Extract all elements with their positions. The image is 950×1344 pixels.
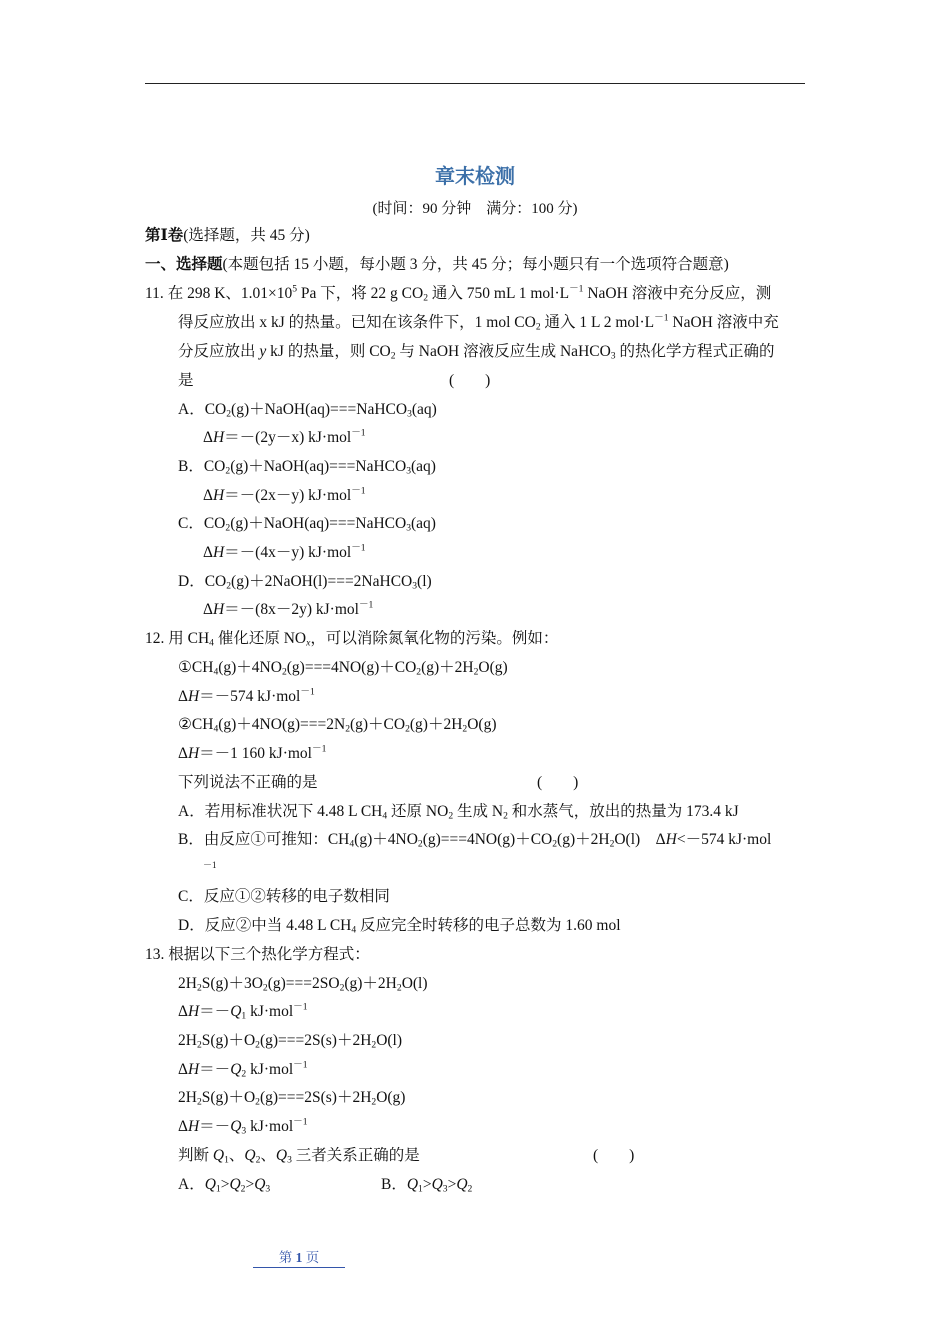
q13-equation-2-dh: $\Delta H=-Q_2$ kJ·mol$^{-1}$ [178, 1059, 308, 1080]
q11-stem-line4: 是 [178, 372, 194, 389]
q12-option-b-exponent: －1 [203, 860, 217, 870]
q12-equation-1-dh: ΔH＝－574 kJ·mol$^{-1}$ [178, 686, 315, 705]
q13-option-a: A．$Q_1>Q_2>Q_3$ [178, 1176, 271, 1195]
q11-option-b-dh: ΔH＝－(2x－y) kJ·mol$^{-1}$ [203, 485, 366, 504]
q11-option-a-dh: ΔH＝－(2y－x) kJ·mol$^{-1}$ [203, 427, 366, 446]
exam-info: (时间：90 分钟 满分：100 分) [372, 201, 578, 217]
q13-option-b: B．$Q_1>Q_3>Q_2$ [381, 1176, 473, 1195]
q13-answer-blank: ( ) [593, 1147, 635, 1164]
q11-stem-line3: 分反应放出 y kJ 的热量，则 $CO_2$ 与 NaOH 溶液反应生成 NaHCO$_3$ 的热化学方程式正确的 [178, 343, 775, 362]
q12-option-d: D．反应②中当 4.48 L $CH_4$ 反应完全时转移的电子总数为 1.60 mol [178, 917, 621, 936]
page-number: 第 1 页 [253, 1246, 345, 1268]
q13-equation-3-dh: $\Delta H=-Q_3$ kJ·mol$^{-1}$ [178, 1116, 308, 1137]
q11-option-d-dh: ΔH＝－(8x－2y) kJ·mol$^{-1}$ [203, 599, 374, 618]
q13-equation-1-dh: $\Delta H=-Q_1$ kJ·mol$^{-1}$ [178, 1001, 308, 1022]
q12-option-a: A．若用标准状况下 4.48 L $CH_4$ 还原 $NO_2$ 生成 $N_2$ 和水蒸气，放出的热量为 173.4 kJ [178, 803, 739, 822]
q12-equation-1: $①CH_4(g)+4NO_2(g)===4NO(g)+CO_2(g)+2H_2O(g)$ [178, 659, 508, 678]
section-heading: 一、选择题(本题包括 15 小题，每小题 3 分，共 45 分；每小题只有一个选项符合题意) [145, 256, 729, 273]
q13-equation-2: $2H_2S(g)+O_2(g)===2S(s)+2H_2O(l)$ [178, 1032, 403, 1051]
q11-answer-blank: ( ) [449, 372, 491, 389]
q11-option-d: D．$CO_2(g)+2NaOH(l)===2NaHCO_3(l)$ [178, 573, 432, 592]
q13-prompt: 判断 $Q_1$、$Q_2$、$Q_3$ 三者关系正确的是 [178, 1147, 420, 1166]
q12-prompt: 下列说法不正确的是 [178, 774, 318, 791]
q12-equation-2: $②CH_4(g)+4NO(g)===2N_2(g)+CO_2(g)+2H_2O(g)$ [178, 716, 497, 735]
q12-equation-2-dh: ΔH＝－1 160 kJ·mol$^{-1}$ [178, 743, 327, 762]
q13-equation-3: $2H_2S(g)+O_2(g)===2S(s)+2H_2O(g)$ [178, 1089, 406, 1108]
q11-option-a: A．$CO_2(g)+NaOH(aq)===NaHCO_3(aq)$ [178, 401, 437, 420]
q13-stem: 13. 根据以下三个热化学方程式： [145, 946, 370, 963]
q11-stem-line1: 11. 在 298 K、$1.01\times 10^5$ Pa 下，将 22 g $CO_2$ 通入 750 mL 1 $mol\cdot L^{-1}$ NaOH 溶液中充分反应，测 [145, 283, 772, 304]
q13-equation-1: $2H_2S(g)+3O_2(g)===2SO_2(g)+2H_2O(l)$ [178, 975, 428, 994]
q11-option-b: B．$CO_2(g)+NaOH(aq)===NaHCO_3(aq)$ [178, 458, 436, 477]
header-rule [145, 83, 805, 84]
q11-option-c: C．$CO_2(g)+NaOH(aq)===NaHCO_3(aq)$ [178, 515, 436, 534]
q12-option-b: B．由反应①可推知：$CH_4(g)+4NO_2(g)===4NO(g)+CO_2(g)+2H_2O(l)$ ΔH<－574 kJ·mol [178, 831, 772, 850]
page-title: 章末检测 [435, 164, 515, 188]
q11-option-c-dh: ΔH＝－(4x－y) kJ·mol$^{-1}$ [203, 542, 366, 561]
q12-option-c: C．反应①②转移的电子数相同 [178, 888, 390, 905]
q12-stem: 12. 用 $CH_4$ 催化还原 $NO_x$，可以消除氮氧化物的污染。例如： [145, 630, 559, 649]
part-heading: 第Ⅰ卷(选择题，共 45 分) [145, 227, 310, 244]
q12-answer-blank: ( ) [537, 774, 579, 791]
q11-stem-line2: 得反应放出 x kJ 的热量。已知在该条件下，1 mol $CO_2$ 通入 1 L 2 $mol\cdot L^{-1}$ NaOH 溶液中充 [178, 312, 779, 333]
